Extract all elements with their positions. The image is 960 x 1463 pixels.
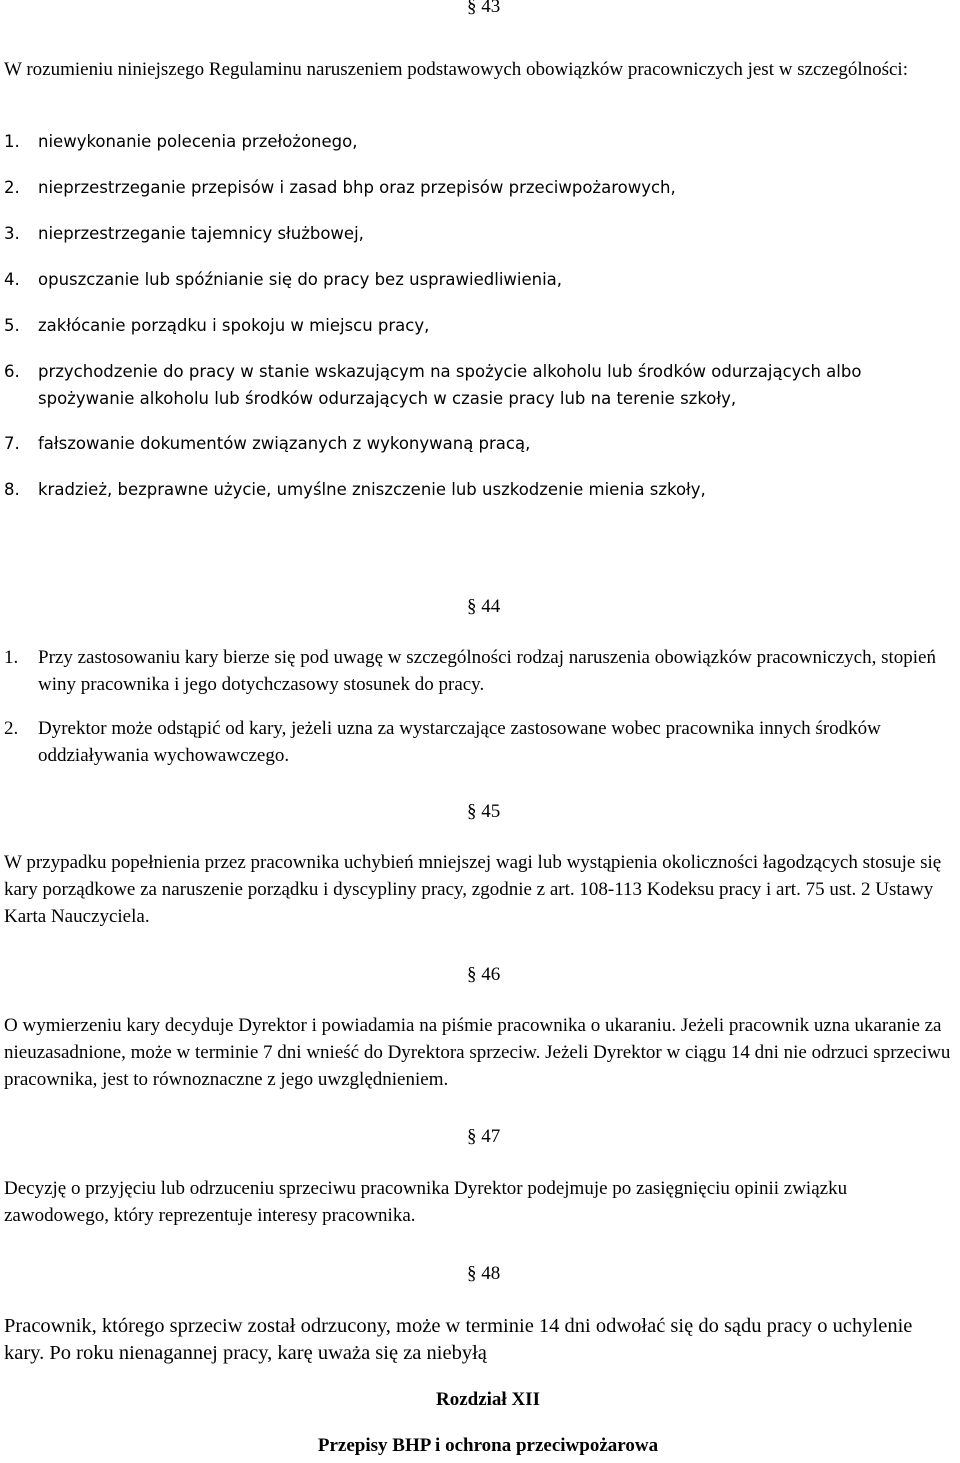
chapter-number: Rozdział XII — [436, 1389, 540, 1410]
list-item — [4, 312, 956, 339]
list-item-number: 8. — [4, 480, 20, 499]
list-item-text: nieprzestrzeganie tajemnicy służbowej, — [38, 224, 364, 243]
list-item-number: 2. — [4, 178, 20, 197]
list-item-number: 3. — [4, 224, 20, 243]
section-48-text: Pracownik, którego sprzeciw został odrzucony, może w terminie 14 dni odwołać się do sądu pracy o uchylenie kary. Po roku nienagannej pracy, karę uważa się za niebyłą — [4, 1315, 913, 1364]
list-item-number: 5. — [4, 316, 20, 335]
section-46-mark: § 46 — [467, 964, 501, 985]
list-item-text: niewykonanie polecenia przełożonego, — [38, 132, 358, 151]
list-item-text: fałszowanie dokumentów związanych z wykonywaną pracą, — [38, 434, 531, 453]
section-44-mark: § 44 — [467, 596, 501, 617]
list-item-text: przychodzenie do pracy w stanie wskazującym na spożycie alkoholu lub środków odurzających albo spożywanie alkoholu lub środków odurzających w czasie pracy lub na terenie szkoły, — [38, 362, 862, 408]
chapter-title: Przepisy BHP i ochrona przeciwpożarowa — [317, 1435, 659, 1456]
list-item-text: opuszczanie lub spóźnianie się do pracy bez usprawiedliwienia, — [38, 270, 563, 289]
list-item — [4, 644, 956, 698]
list-item — [4, 715, 956, 769]
section-48-mark: § 48 — [467, 1263, 501, 1284]
list-item-text: Dyrektor może odstąpić od kary, jeżeli uzna za wystarczające zastosowane wobec pracownika innych środków oddziaływania wychowawczego. — [38, 718, 881, 766]
section-45-mark: § 45 — [467, 801, 501, 822]
list-item-number: 1. — [4, 647, 19, 668]
list-item-text: zakłócanie porządku i spokoju w miejscu pracy, — [38, 316, 430, 335]
list-item-number: 4. — [4, 270, 20, 289]
section-46-text: O wymierzeniu kary decyduje Dyrektor i powiadamia na piśmie pracownika o ukaraniu. Jeżeli pracownik uzna ukaranie za nieuzasadnione, może w terminie 7 dni wnieść do Dyrektora sprzeciw. Jeżeli Dyrektor w ciągu 14 dni nie odrzuci sprzeciwu pracownika, jest to równoznaczne z jego uwzględnieniem. — [4, 1015, 951, 1090]
section-45-text: W przypadku popełnienia przez pracownika uchybień mniejszej wagi lub wystąpienia okoliczności łagodzących stosuje się kary porządkowe za naruszenie porządku i dyscypliny pracy, zgodnie z art. 108-113 Kodeksu pracy i art. 75 ust. 2 Ustawy Karta Nauczyciela. — [4, 852, 942, 927]
section-47-mark: § 47 — [467, 1126, 501, 1147]
list-item-number: 6. — [4, 362, 20, 381]
list-item-text: nieprzestrzeganie przepisów i zasad bhp oraz przepisów przeciwpożarowych, — [38, 178, 676, 197]
section-47-text: Decyzję o przyjęciu lub odrzuceniu sprzeciwu pracownika Dyrektor podejmuje po zasięgnięciu opinii związku zawodowego, który reprezentuje interesy pracownika. — [4, 1178, 848, 1226]
list-item-number: 7. — [4, 434, 20, 453]
list-item-number: 1. — [4, 132, 20, 151]
list-item — [4, 358, 956, 412]
list-item — [4, 128, 956, 155]
list-item — [4, 430, 956, 457]
list-item — [4, 174, 956, 201]
list-item — [4, 476, 956, 503]
list-item-number: 2. — [4, 718, 19, 739]
list-item-text: kradzież, bezprawne użycie, umyślne zniszczenie lub uszkodzenie mienia szkoły, — [38, 480, 706, 499]
list-item — [4, 266, 956, 293]
list-item-text: Przy zastosowaniu kary bierze się pod uwagę w szczególności rodzaj naruszenia obowiązków pracowniczych, stopień winy pracownika i jego dotychczasowy stosunek do pracy. — [38, 647, 936, 695]
section-43-intro: W rozumieniu niniejszego Regulaminu naruszeniem podstawowych obowiązków pracowniczych jest w szczególności: — [4, 59, 908, 80]
list-item — [4, 220, 956, 247]
section-43-mark: § 43 — [467, 0, 501, 17]
